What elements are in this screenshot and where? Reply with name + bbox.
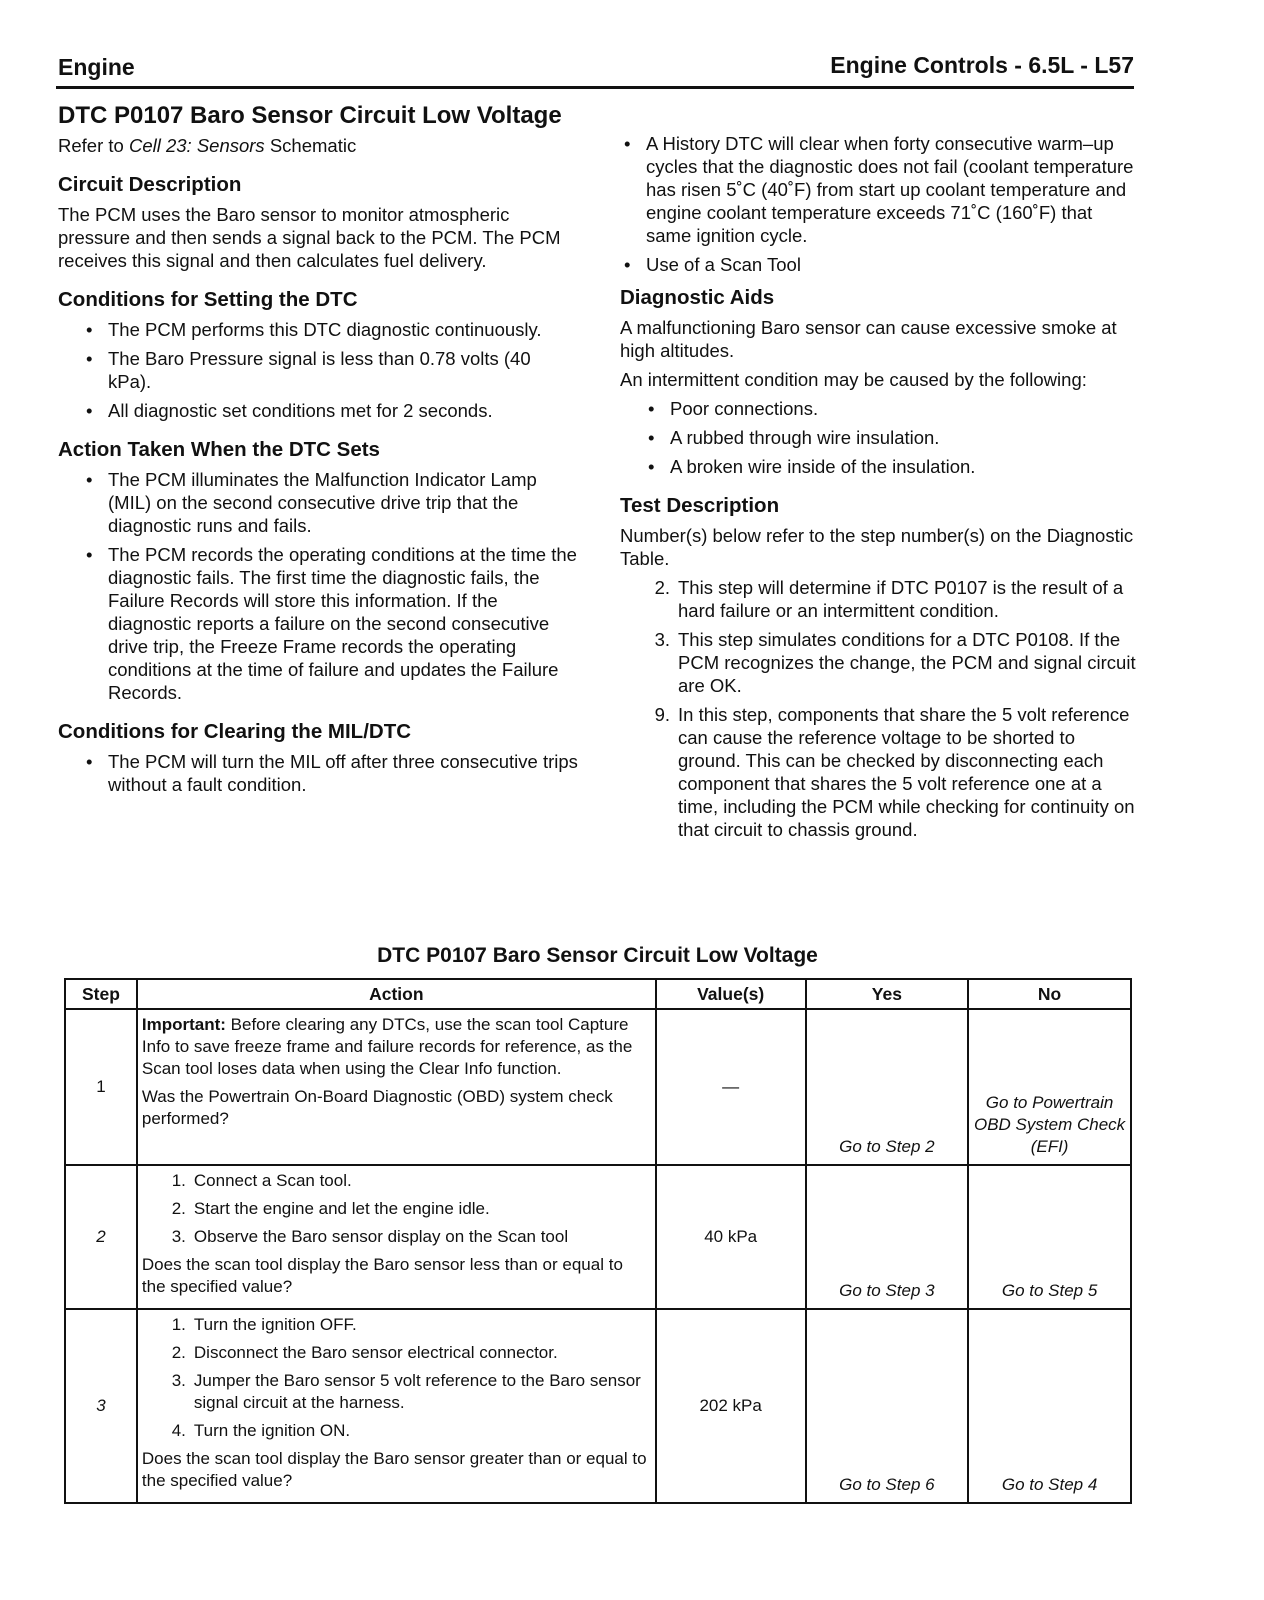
conditions-setting-list	[58, 318, 578, 422]
refer-suffix: Schematic	[264, 135, 357, 156]
col-header-yes: Yes	[806, 979, 969, 1009]
table-row	[65, 1309, 1131, 1503]
item-text: This step simulates conditions for a DTC P0108. If the PCM recognizes the change, the PCM and signal circuit are OK.	[678, 629, 1136, 696]
item-text: In this step, components that share the 5 volt reference can cause the reference voltage to be shorted to ground. This can be checked by disconnecting each component that shares the 5 volt reference one at a time, including the PCM while checking for continuity on that circuit to chassis ground.	[678, 704, 1135, 840]
schematic-reference	[58, 134, 578, 157]
conditions-clearing-heading: Conditions for Clearing the MIL/DTC	[58, 720, 412, 743]
list-item: • The Baro Pressure signal is less than 0.78 volts (40 kPa).	[86, 347, 578, 393]
list-item	[146, 1370, 651, 1414]
table-header-row	[65, 979, 1131, 1009]
step-action	[137, 1009, 656, 1165]
item-number: 1.	[171, 1315, 186, 1334]
list-item: • A broken wire inside of the insulation.	[648, 455, 1140, 478]
item-text: Observe the Baro sensor display on the Scan tool	[193, 1227, 569, 1246]
step-number: 2	[65, 1165, 137, 1309]
step-value: 40 kPa	[656, 1165, 806, 1309]
step-yes-link[interactable]: Go to Step 2	[806, 1009, 969, 1165]
step-yes-link[interactable]: Go to Step 3	[806, 1165, 969, 1309]
item-number: 4.	[171, 1421, 186, 1440]
step-question: Was the Powertrain On-Board Diagnostic (OBD) system check performed?	[141, 1087, 613, 1128]
item-number: 1.	[171, 1171, 186, 1190]
step-number: 3	[65, 1309, 137, 1503]
circuit-description-heading: Circuit Description	[58, 173, 242, 196]
list-item	[146, 1342, 651, 1364]
right-column	[620, 132, 1140, 847]
item-text: Turn the ignition ON.	[193, 1421, 351, 1440]
item-text: Connect a Scan tool.	[193, 1171, 352, 1190]
step-question: Does the scan tool display the Baro sensor greater than or equal to the specified value?	[141, 1449, 647, 1490]
substep-list	[142, 1170, 651, 1248]
step-value: 202 kPa	[656, 1309, 806, 1503]
list-item: • Use of a Scan Tool	[624, 253, 1140, 276]
item-text: This step will determine if DTC P0107 is the result of a hard failure or an intermittent condition.	[678, 577, 1124, 621]
action-taken-list	[58, 468, 578, 704]
header-section: Engine	[58, 54, 135, 80]
diagnostic-table	[64, 978, 1132, 1504]
step-value: —	[656, 1009, 806, 1165]
page-title: DTC P0107 Baro Sensor Circuit Low Voltage	[58, 102, 562, 129]
action-taken-heading: Action Taken When the DTC Sets	[58, 438, 380, 461]
important-label: Important:	[141, 1015, 226, 1034]
list-item: • The PCM records the operating conditions at the time the diagnostic fails. The first time the diagnostic fails, the Failure Records will store this information. If the diagnostic reports a failure on the second consecutive drive trip, the Freeze Frame records the operating conditions at the time of failure and updates the Failure Records.	[86, 543, 578, 704]
list-item: • The PCM performs this DTC diagnostic continuously.	[86, 318, 578, 341]
item-number: 3.	[171, 1227, 186, 1246]
header-rule	[56, 86, 1134, 89]
conditions-clearing-list	[58, 750, 578, 796]
step-no-link[interactable]: Go to Powertrain OBD System Check (EFI)	[968, 1009, 1131, 1165]
step-yes-link[interactable]: Go to Step 6	[806, 1309, 969, 1503]
step-no-link[interactable]: Go to Step 4	[968, 1309, 1131, 1503]
substep-list	[142, 1314, 651, 1442]
item-number: 3.	[654, 629, 670, 650]
conditions-setting-heading: Conditions for Setting the DTC	[58, 288, 358, 311]
item-number: 3.	[171, 1371, 186, 1390]
circuit-description-text: The PCM uses the Baro sensor to monitor atmospheric pressure and then sends a signal back to the PCM. The PCM receives this signal and then calculates fuel delivery.	[58, 204, 561, 271]
item-number: 9.	[654, 704, 670, 725]
table-title: DTC P0107 Baro Sensor Circuit Low Voltage	[377, 944, 818, 967]
list-item	[146, 1420, 651, 1442]
left-column	[58, 102, 578, 802]
item-text: Disconnect the Baro sensor electrical connector.	[193, 1343, 558, 1362]
header-chapter: Engine Controls - 6.5L - L57	[830, 52, 1134, 78]
item-number: 2.	[171, 1199, 186, 1218]
step-question: Does the scan tool display the Baro sensor less than or equal to the specified value?	[141, 1255, 623, 1296]
item-text: Turn the ignition OFF.	[193, 1315, 357, 1334]
diagnostic-aids-list	[620, 397, 1140, 478]
list-item	[146, 1198, 651, 1220]
list-item: • A History DTC will clear when forty consecutive warm–up cycles that the diagnostic does not fail (coolant temperature has risen 5˚C (40˚F) from start up coolant temperature and engine coolant temperature exceeds 71˚C (160˚F) that same ignition cycle.	[624, 132, 1140, 247]
table-row	[65, 1009, 1131, 1165]
table-row	[65, 1165, 1131, 1309]
item-number: 2.	[171, 1343, 186, 1362]
list-item: • A rubbed through wire insulation.	[648, 426, 1140, 449]
col-header-no: No	[968, 979, 1131, 1009]
step-action	[137, 1165, 656, 1309]
diagnostic-aids-heading: Diagnostic Aids	[620, 286, 775, 309]
conditions-clearing-list-continued	[620, 132, 1140, 276]
item-text: Jumper the Baro sensor 5 volt reference to the Baro sensor signal circuit at the harness.	[193, 1371, 641, 1412]
step-no-link[interactable]: Go to Step 5	[968, 1165, 1131, 1309]
step-number: 1	[65, 1009, 137, 1165]
test-description-heading: Test Description	[620, 494, 780, 517]
col-header-action: Action	[137, 979, 656, 1009]
test-description-list	[620, 576, 1140, 841]
refer-cell: Cell 23: Sensors	[128, 135, 265, 156]
diagnostic-aids-text-2: An intermittent condition may be caused by the following:	[620, 369, 1087, 390]
refer-prefix: Refer to	[58, 135, 129, 156]
list-item: • All diagnostic set conditions met for 2 seconds.	[86, 399, 578, 422]
list-item: • The PCM illuminates the Malfunction Indicator Lamp (MIL) on the second consecutive drive trip that the diagnostic runs and fails.	[86, 468, 578, 537]
list-item: • Poor connections.	[648, 397, 1140, 420]
list-item	[640, 576, 1140, 622]
list-item	[146, 1170, 651, 1192]
list-item	[146, 1226, 651, 1248]
important-note	[142, 1014, 651, 1080]
item-number: 2.	[654, 577, 670, 598]
step-action	[137, 1309, 656, 1503]
test-description-intro: Number(s) below refer to the step number(s) on the Diagnostic Table.	[620, 525, 1134, 569]
item-text: Start the engine and let the engine idle.	[193, 1199, 490, 1218]
diagnostic-aids-text-1: A malfunctioning Baro sensor can cause excessive smoke at high altitudes.	[620, 317, 1117, 361]
col-header-values: Value(s)	[656, 979, 806, 1009]
col-header-step: Step	[65, 979, 137, 1009]
important-text: Before clearing any DTCs, use the scan tool Capture Info to save freeze frame and failure records for reference, as the Scan tool loses data when using the Clear Info function.	[141, 1015, 633, 1078]
list-item	[146, 1314, 651, 1336]
list-item	[640, 628, 1140, 697]
list-item: • The PCM will turn the MIL off after three consecutive trips without a fault condition.	[86, 750, 578, 796]
list-item	[640, 703, 1140, 841]
